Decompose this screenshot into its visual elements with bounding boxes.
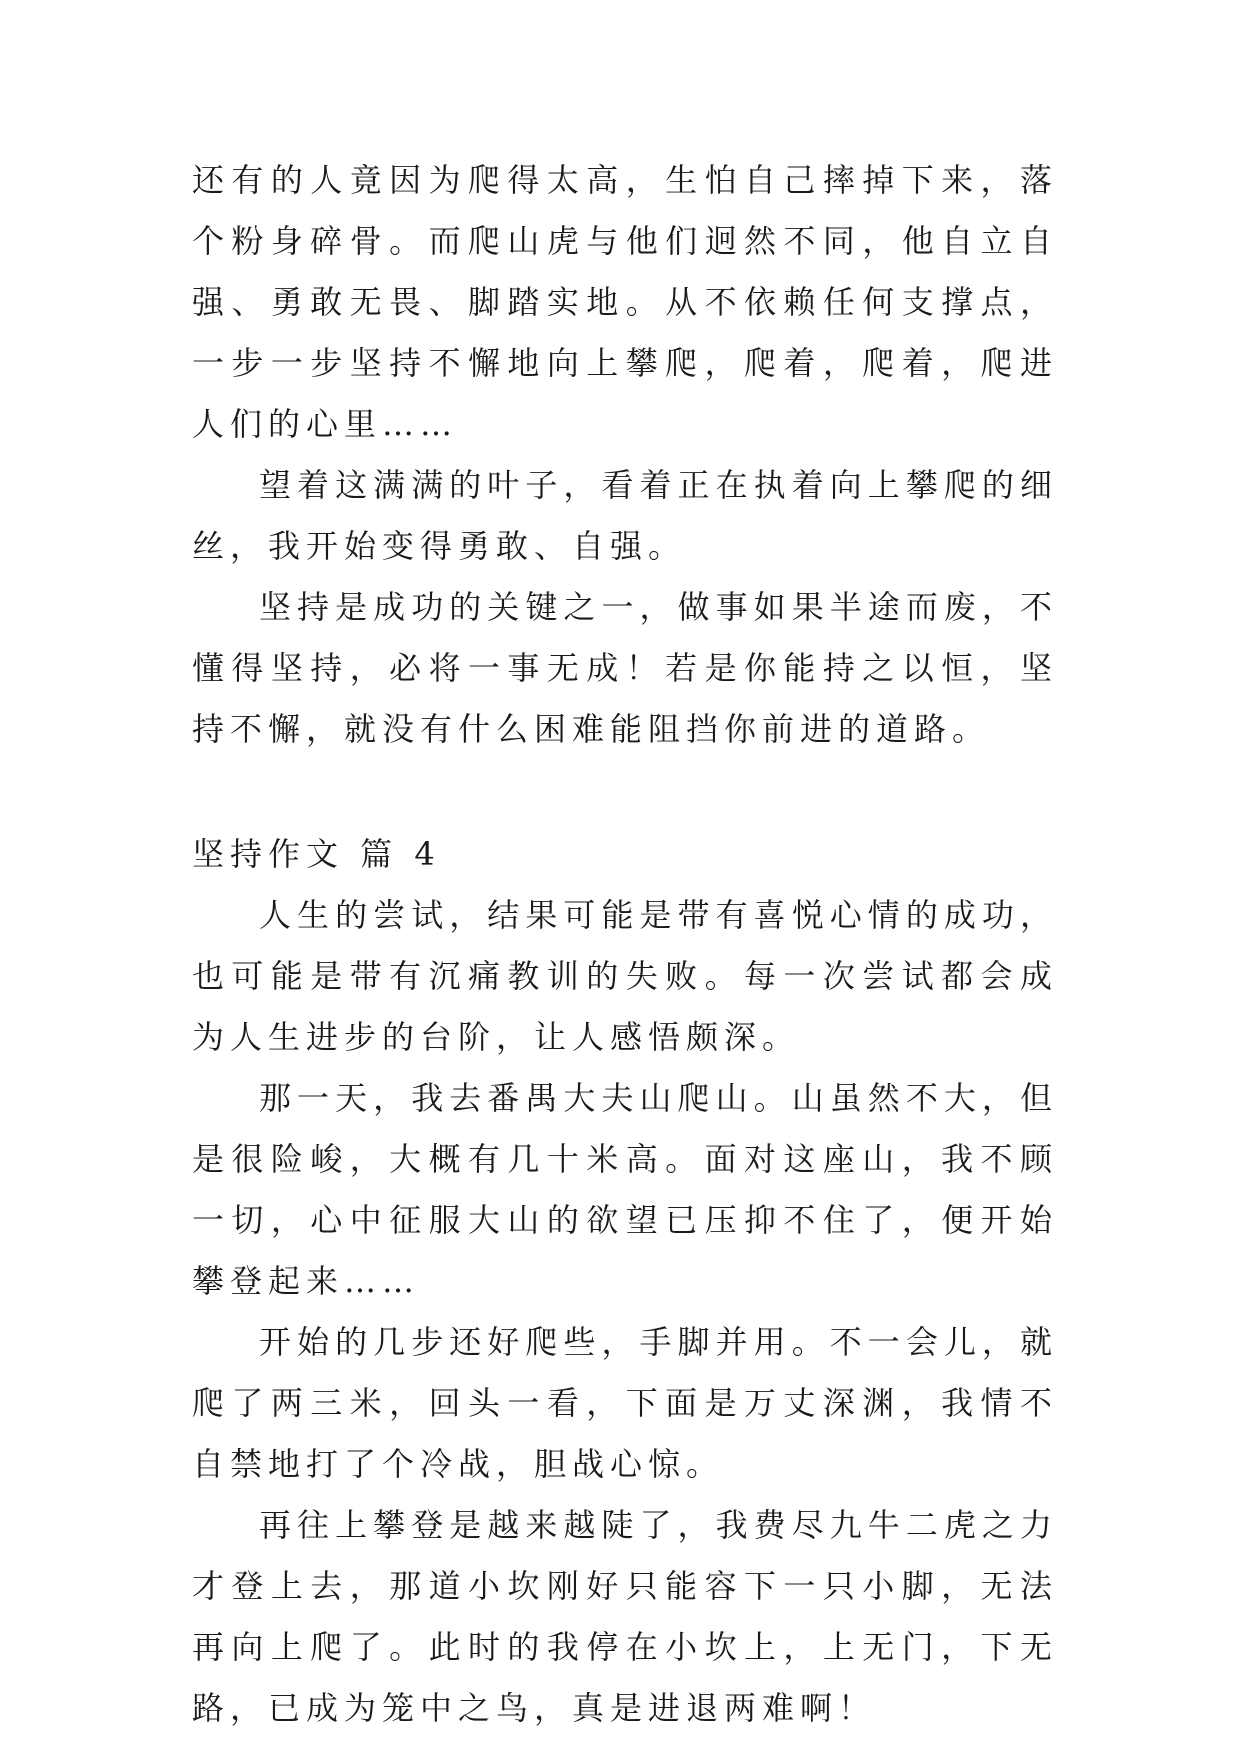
paragraph: 坚持是成功的关键之一，做事如果半途而废，不懂得坚持，必将一事无成！若是你能持之以恒，坚持不懈，就没有什么困难能阻挡你前进的道路。 xyxy=(192,588,1058,748)
section-title: 坚持作文 篇 4 xyxy=(192,835,441,873)
text-column xyxy=(192,150,1058,1739)
paragraph: 那一天，我去番禺大夫山爬山。山虽然不大，但是很险峻，大概有几十米高。面对这座山，我不顾一切，心中征服大山的欲望已压抑不住了，便开始攀登起来…… xyxy=(192,1079,1058,1300)
paragraph: 再往上攀登是越来越陡了，我费尽九牛二虎之力才登上去，那道小坎刚好只能容下一只小脚，无法再向上爬了。此时的我停在小坎上，上无门，下无路，已成为笼中之鸟，真是进退两难啊！ xyxy=(192,1506,1058,1727)
paragraph: 望着这满满的叶子，看着正在执着向上攀爬的细丝，我开始变得勇敢、自强。 xyxy=(192,466,1058,565)
paragraph: 开始的几步还好爬些，手脚并用。不一会儿，就爬了两三米，回头一看，下面是万丈深渊，我情不自禁地打了个冷战，胆战心惊。 xyxy=(192,1323,1058,1483)
paragraph: 人生的尝试，结果可能是带有喜悦心情的成功，也可能是带有沉痛教训的失败。每一次尝试都会成为人生进步的台阶，让人感悟颇深。 xyxy=(192,896,1058,1056)
paragraph-continuation: 还有的人竟因为爬得太高，生怕自己摔掉下来，落个粉身碎骨。而爬山虎与他们迥然不同，他自立自强、勇敢无畏、脚踏实地。从不依赖任何支撑点，一步一步坚持不懈地向上攀爬，爬着，爬着，爬进人们的心里…… xyxy=(192,161,1058,443)
